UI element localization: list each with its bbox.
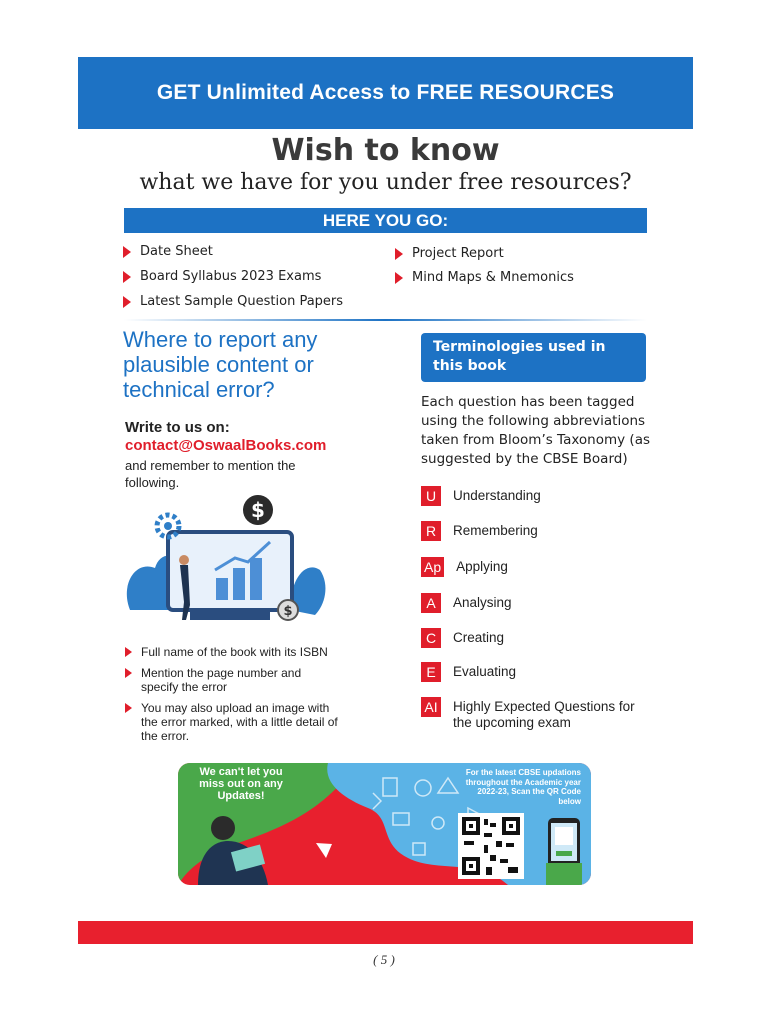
write-to-us-label: Write to us on: <box>125 419 230 436</box>
taxonomy-label: Understanding <box>453 488 541 503</box>
promo-left-text: We can't let you miss out on any Updates! <box>199 766 283 802</box>
bullet-arrow-icon <box>125 668 132 678</box>
section-divider <box>124 319 647 321</box>
taxonomy-code: Ap <box>421 557 444 577</box>
taxonomy-label: Analysing <box>453 595 512 610</box>
report-title: Where to report any plausible content or technical error? <box>123 327 318 402</box>
report-item <box>125 666 325 694</box>
remember-note: and remember to mention the following. <box>125 458 296 490</box>
taxonomy-row <box>421 628 504 648</box>
bullet-arrow-icon <box>123 246 131 258</box>
taxonomy-code: A <box>421 593 441 613</box>
contact-email[interactable]: contact@OswaalBooks.com <box>125 437 327 454</box>
taxonomy-row <box>421 697 651 731</box>
bullet-arrow-icon <box>125 703 132 713</box>
taxonomy-code: R <box>421 521 441 541</box>
report-item-text: Full name of the book with its ISBN <box>141 645 328 659</box>
terminology-description: Each question has been tagged using the following abbreviations taken from Bloom’s Taxonomy (as suggested by the CBSE Board) <box>421 394 650 467</box>
taxonomy-code: E <box>421 662 441 682</box>
resource-label: Board Syllabus 2023 Exams <box>140 269 322 284</box>
taxonomy-row <box>421 593 512 613</box>
bullet-arrow-icon <box>395 272 403 284</box>
page-subtitle: what we have for you under free resources? <box>139 170 632 195</box>
updates-promo-banner <box>178 763 591 885</box>
dollar-symbol: $ <box>251 498 265 522</box>
taxonomy-row <box>421 486 541 506</box>
here-you-go-label: HERE YOU GO: <box>322 211 449 230</box>
resource-label: Mind Maps & Mnemonics <box>412 270 574 285</box>
hand-icon <box>546 863 582 885</box>
taxonomy-label: Applying <box>456 559 508 574</box>
page-title: Wish to know <box>271 133 500 168</box>
promo-right-text: For the latest CBSE updations throughout the Academic year 2022-23, Scan the QR Code below <box>465 768 581 806</box>
bullet-arrow-icon <box>123 296 131 308</box>
taxonomy-label: Highly Expected Questions for the upcoming exam <box>453 699 635 730</box>
report-item-text: Mention the page number and specify the error <box>141 666 302 694</box>
terminology-title: Terminologies used in this book <box>433 339 606 374</box>
resource-item <box>395 270 574 285</box>
taxonomy-row <box>421 557 508 577</box>
report-item <box>125 645 365 659</box>
bullet-arrow-icon <box>125 647 132 657</box>
coin-symbol: $ <box>283 604 293 619</box>
bullet-arrow-icon <box>123 271 131 283</box>
resource-item <box>395 246 504 261</box>
taxonomy-row <box>421 521 538 541</box>
report-illustration <box>120 490 330 630</box>
resource-label: Date Sheet <box>140 244 213 259</box>
taxonomy-code: U <box>421 486 441 506</box>
resource-label: Latest Sample Question Papers <box>140 294 344 309</box>
taxonomy-code: AI <box>421 697 441 717</box>
report-item-text: You may also upload an image with the error marked, with a little detail of the error. <box>141 701 338 743</box>
taxonomy-row <box>421 662 516 682</box>
page-number: ( 5 ) <box>373 952 395 967</box>
bullet-arrow-icon <box>395 248 403 260</box>
person-head-icon <box>211 816 235 840</box>
bottom-red-bar <box>78 921 693 944</box>
taxonomy-label: Evaluating <box>453 664 517 679</box>
banner-title: GET Unlimited Access to FREE RESOURCES <box>156 81 615 104</box>
resource-label: Project Report <box>412 246 504 261</box>
taxonomy-label: Remembering <box>453 523 538 538</box>
taxonomy-label: Creating <box>453 630 505 645</box>
terminology-title-box <box>421 333 646 382</box>
report-item <box>125 701 345 743</box>
resource-item <box>123 294 343 309</box>
taxonomy-code: C <box>421 628 441 648</box>
resources-banner <box>78 57 693 129</box>
resource-item <box>123 244 213 259</box>
resource-item <box>123 269 321 284</box>
here-you-go-bar <box>124 208 647 233</box>
